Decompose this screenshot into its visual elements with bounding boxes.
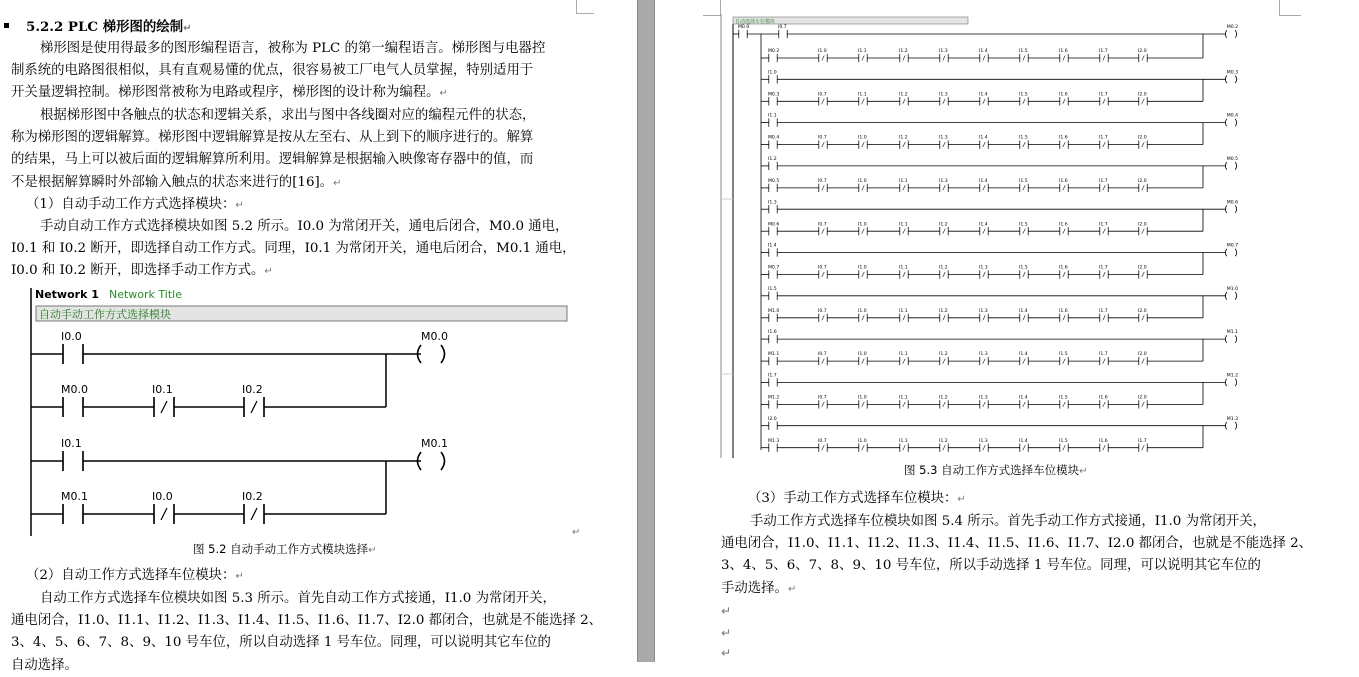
contact-label: I2.0 (1137, 352, 1147, 358)
contact-label: I1.7 (1098, 222, 1108, 228)
contact-label: I1.0 (817, 49, 827, 55)
coil-label: M1.0 (1226, 286, 1239, 292)
contact-label: I1.0 (857, 395, 867, 401)
contact-label: M0.1 (61, 490, 88, 503)
subheading-auto-manual: （1）自动手动工作方式选择模块：↵ (26, 197, 244, 212)
contact-label: I0.7 (777, 25, 787, 31)
contact-label: I0.7 (817, 308, 827, 314)
contact-label: I1.3 (938, 135, 948, 141)
contact-label: I1.1 (898, 179, 908, 185)
contact-label: M1.1 (767, 352, 780, 358)
contact-label: I1.0 (767, 70, 777, 76)
paragraph-auto-manual: 手动自动工作方式选择模块如图 5.2 所示。I0.0 为常闭开关，通电后闭合，M0.0 通电， I0.1 和 I0.2 断开，即选择自动工作方式。同理，I0.1 为常闭开关，通电后闭合，M0.1 通电， I0.0 和 I0.2 断开，即选择手动工作方式。↵ (11, 219, 576, 279)
coil-label: M0.3 (1226, 70, 1239, 76)
coil-label: M0.1 (421, 437, 448, 450)
contact-label: M1.0 (767, 308, 780, 314)
contact-label: I1.4 (1018, 308, 1028, 314)
coil-label: M1.3 (1226, 416, 1239, 422)
coil-label: M0.4 (1226, 113, 1239, 119)
ladder-rung (31, 461, 386, 524)
contact-label: M0.4 (767, 135, 780, 141)
contact-label: I0.2 (242, 383, 263, 396)
contact-label: I0.0 (61, 330, 82, 343)
contact-label: I1.3 (938, 179, 948, 185)
contact-label: I1.4 (767, 243, 777, 249)
coil-symbol (418, 345, 445, 363)
contact-label: I1.3 (767, 200, 777, 206)
coil-symbol (418, 452, 445, 470)
document-page-left: 5.2.2 PLC 梯形图的绘制↵ 梯形图是使用得最多的图形编程语言，被称为 PLC 的第一编程语言。梯形图与电器控 制系统的电路图很相似，具有直观易懂的优点，很容易被工厂电气人员掌握，特别适用于 开关量逻辑控制。梯形图常被称为电路或程序，梯形图的设计称为编程。↵ 根据梯形图中各触点的状态和逻辑关系，求出与图中各线圈对应的编程元件的状态， 称为梯形图的逻辑解算。梯形图中逻辑解算是按从左至右、从上到下的顺序进行的。解算 的结果，马上可以被后面的逻辑解算所利用。逻辑解算是根据输入映像寄存器中的值，而 不是根据解算瞬时外部输入触点的状态来进行的[16]。↵ （1）自动手动工作方式选择模块：↵ 手动自动工作方式选择模块如图 5.2 所示。I0.0 为常闭开关，通电后闭合，M0.0 通电， I0.1 和 I0.2 断开，即选择自动工作方式。同理，I0.1 为常闭开关，通电后闭合，M0.1 通电， I0.0 和 I0.2 断开，即选择手动工作方式。↵ Network 1 Network Title 自动手动工作方式选择模块 I0.0 M0.0 M0.0 I0.1 I0.2 I0.1 M0.1 M0.1 I0.0 I0.2 ↵ 图 5.2 自动手动工作方式模块选择↵ （2）自动工作方式选择车位模块：↵ 自动工作方式选择车位模块如图 5.3 所示。首先自动工作方式接通，I1.0 为常闭开关， 通电闭合，I1.0、I1.1、I1.2、I1.3、I1.4、I1.5、I1.6、I1.7、I2.0 都闭合，也就是不能选择 2、 3、4、5、6、7、8、9、10 号车位，所以自动选择 1 号车位。同理，可以说明其它车位的 自动选择。 (0, 0, 637, 662)
contact-label: I1.5 (1018, 265, 1028, 271)
page-corner-mark (1279, 0, 1301, 16)
contact-label: I1.1 (898, 352, 908, 358)
contact-label: I0.7 (817, 265, 827, 271)
contact-label: I1.1 (857, 92, 867, 98)
coil-symbol (1225, 162, 1236, 170)
contact-label: I1.7 (1098, 135, 1108, 141)
page-corner-mark (703, 0, 721, 16)
contact-label: I1.2 (767, 157, 777, 163)
contact-label: I1.2 (938, 308, 948, 314)
ladder-rung-group (761, 286, 1238, 322)
contact-label: M1.3 (767, 438, 780, 444)
contact-label: I1.4 (978, 222, 988, 228)
coil-label: M1.1 (1226, 330, 1239, 336)
contact-label: M1.2 (767, 395, 780, 401)
contact-label: M0.6 (767, 222, 780, 228)
contact-label: I1.1 (857, 49, 867, 55)
contact-label: I1.4 (1018, 352, 1028, 358)
contact-label: I2.0 (1137, 49, 1147, 55)
contact-label: I1.4 (978, 135, 988, 141)
contact-label: I1.5 (1058, 395, 1068, 401)
contact-label: I2.0 (1137, 222, 1147, 228)
coil-symbol (1225, 76, 1236, 84)
contact-label: I2.0 (1137, 179, 1147, 185)
coil-symbol (1225, 422, 1236, 430)
page-corner-mark (576, 0, 594, 14)
contact-label: I1.5 (1018, 135, 1028, 141)
section-heading: 5.2.2 PLC 梯形图的绘制↵ (26, 19, 192, 35)
contact-label: I1.5 (1018, 92, 1028, 98)
contact-label: I1.5 (1058, 352, 1068, 358)
subheading-manual-select: （3）手动工作方式选择车位模块：↵ (748, 491, 966, 506)
contact-label: M0.3 (767, 92, 780, 98)
contact-label: I0.1 (152, 383, 173, 396)
contact-label: M0.5 (767, 179, 780, 185)
heading-bullet (4, 23, 9, 28)
coil-symbol (1225, 119, 1236, 127)
contact-label: I2.0 (1137, 92, 1147, 98)
coil-label: M0.0 (421, 330, 448, 343)
contact-label: I1.1 (767, 113, 777, 119)
contact-label: I1.6 (1058, 135, 1068, 141)
contact-label: I1.7 (1098, 49, 1108, 55)
contact-label: I1.7 (1098, 265, 1108, 271)
coil-label: M0.2 (1226, 25, 1239, 31)
contact-label: I2.0 (1137, 265, 1147, 271)
contact-label: I2.0 (1137, 395, 1147, 401)
contact-label: I1.6 (1058, 92, 1068, 98)
contact-label: I0.7 (817, 222, 827, 228)
contact-label: I1.3 (938, 92, 948, 98)
coil-label: M0.7 (1226, 243, 1239, 249)
contact-label: I1.2 (938, 352, 948, 358)
contact-label: I0.7 (817, 395, 827, 401)
empty-paragraph-mark: ↵ (721, 626, 732, 640)
ladder-diagram-auto-select-slot (721, 14, 1251, 462)
ladder-rung-group (761, 156, 1238, 192)
contact-label: I1.4 (1018, 438, 1028, 444)
network-comment: 自动选择车位模块 (735, 19, 776, 25)
contact-label: M0.2 (767, 49, 780, 55)
contact-label: I2.0 (767, 416, 777, 422)
contact-label: I1.0 (857, 308, 867, 314)
contact-label: I2.0 (1137, 308, 1147, 314)
contact-label: I1.0 (857, 222, 867, 228)
contact-label: I1.3 (978, 265, 988, 271)
coil-symbol (1225, 30, 1236, 38)
contact-label: I1.6 (1058, 222, 1068, 228)
ladder-rung (31, 354, 386, 417)
network-title: Network Title (109, 288, 182, 301)
contact-label: I1.1 (898, 265, 908, 271)
subheading-auto-select: （2）自动工作方式选择车位模块：↵ (26, 568, 244, 583)
contact-label: M0.0 (61, 383, 88, 396)
contact-label: I1.2 (938, 395, 948, 401)
paragraph-auto-select: 自动工作方式选择车位模块如图 5.3 所示。首先自动工作方式接通，I1.0 为常闭开关， 通电闭合，I1.0、I1.1、I1.2、I1.3、I1.4、I1.5、I1.6、I1.7、I2.0 都闭合，也就是不能选择 2、 3、4、5、6、7、8、9、10 号车位，所以自动选择 1 号车位。同理，可以说明其它车位的 自动选择。 (11, 591, 603, 673)
ladder-rung-group (761, 34, 1203, 62)
contact-label: I1.6 (1058, 179, 1068, 185)
contact-label: I1.2 (938, 438, 948, 444)
ladder-diagram-auto-manual (11, 284, 586, 539)
contact-label: I1.0 (857, 135, 867, 141)
contact-label: I0.7 (817, 92, 827, 98)
contact-label: I1.1 (898, 222, 908, 228)
contact-label: I1.4 (978, 49, 988, 55)
coil-label: M1.2 (1226, 373, 1239, 379)
empty-paragraph-mark: ↵ (721, 604, 732, 618)
contact-label: I0.7 (817, 352, 827, 358)
page-gutter (637, 0, 655, 662)
contact-label: I1.5 (1018, 179, 1028, 185)
contact-label: I1.3 (978, 352, 988, 358)
contact-label: M0.7 (767, 265, 780, 271)
contact-label: M0.0 (737, 25, 750, 31)
ladder-rung-group (761, 373, 1238, 409)
contact-label: I1.7 (1098, 92, 1108, 98)
contact-label: I1.7 (1098, 352, 1108, 358)
ladder-rung-group (761, 113, 1238, 149)
contact-label: I1.3 (938, 49, 948, 55)
contact-label: I1.6 (1058, 265, 1068, 271)
ladder-rung-group (761, 329, 1238, 365)
contact-label: I0.1 (61, 437, 82, 450)
paragraph-logic-solve: 根据梯形图中各触点的状态和逻辑关系，求出与图中各线圈对应的编程元件的状态， 称为梯形图的逻辑解算。梯形图中逻辑解算是按从左至右、从上到下的顺序进行的。解算 的结果，马上可以被后面的逻辑解算所利用。逻辑解算是根据输入映像寄存器中的值，而 不是根据解算瞬时外部输入触点的状态来进行的[16]。↵ (11, 108, 536, 190)
contact-label: I1.1 (898, 308, 908, 314)
contact-label: I1.6 (1058, 49, 1068, 55)
ladder-rung-group (761, 243, 1238, 279)
coil-symbol (1225, 379, 1236, 387)
contact-label: I1.6 (1098, 395, 1108, 401)
contact-label: I2.0 (1137, 135, 1147, 141)
coil-label: M0.6 (1226, 200, 1239, 206)
contact-label: I1.3 (978, 395, 988, 401)
contact-label: I1.2 (898, 135, 908, 141)
contact-label: I1.0 (857, 179, 867, 185)
figure-caption-5-2: 图 5.2 自动手动工作方式模块选择↵ (193, 542, 377, 556)
empty-paragraph-mark: ↵ (721, 646, 732, 660)
paragraph-ladder-intro: 梯形图是使用得最多的图形编程语言，被称为 PLC 的第一编程语言。梯形图与电器控 制系统的电路图很相似，具有直观易懂的优点，很容易被工厂电气人员掌握，特别适用于 开关量逻辑控制。梯形图常被称为电路或程序，梯形图的设计称为编程。↵ (11, 41, 546, 101)
contact-label: I1.6 (767, 330, 777, 336)
contact-label: I1.5 (767, 286, 777, 292)
document-page-right (655, 0, 1359, 662)
contact-label: I0.7 (817, 135, 827, 141)
coil-symbol (1225, 335, 1236, 343)
ladder-rung-enable (733, 24, 1238, 450)
coil-symbol (1225, 249, 1236, 257)
contact-label: I1.5 (1018, 49, 1028, 55)
contact-label: I0.2 (242, 490, 263, 503)
contact-label: I1.2 (938, 265, 948, 271)
contact-label: I1.2 (938, 222, 948, 228)
contact-label: I0.7 (817, 179, 827, 185)
contact-label: I1.2 (898, 92, 908, 98)
contact-label: I1.1 (898, 395, 908, 401)
contact-label: I1.3 (978, 308, 988, 314)
ladder-rung-group (761, 416, 1238, 452)
ladder-rung-group (761, 199, 1238, 235)
contact-label: I1.7 (1098, 308, 1108, 314)
contact-label: I0.7 (817, 438, 827, 444)
contact-label: I1.0 (857, 438, 867, 444)
contact-label: I1.6 (1058, 308, 1068, 314)
contact-label: I1.6 (1098, 438, 1108, 444)
contact-label: I1.7 (1137, 438, 1147, 444)
figure-caption-5-3: 图 5.3 自动工作方式选择车位模块↵ (904, 463, 1088, 477)
contact-label: I1.4 (978, 92, 988, 98)
coil-label: M0.5 (1226, 157, 1239, 163)
contact-label: I1.3 (978, 438, 988, 444)
contact-label: I1.5 (1018, 222, 1028, 228)
paragraph-manual-select: 手动工作方式选择车位模块如图 5.4 所示。首先手动工作方式接通，I1.0 为常闭开关， 通电闭合，I1.0、I1.1、I1.2、I1.3、I1.4、I1.5、I1.6、I1.7、I2.0 都闭合，也就是不能选择 2、 3、4、5、6、7、8、9、10 号车位，所以手动选择 1 号车位。同理，可以说明其它车位的 手动选择。↵ (721, 514, 1313, 596)
contact-label: I1.4 (1018, 395, 1028, 401)
contact-label: I1.2 (898, 49, 908, 55)
network-comment: 自动手动工作方式选择模块 (39, 308, 171, 321)
contact-label: I1.0 (857, 265, 867, 271)
contact-label: I1.4 (978, 179, 988, 185)
coil-symbol (1225, 292, 1236, 300)
ladder-rung-group (761, 69, 1238, 105)
contact-label: I1.5 (1058, 438, 1068, 444)
contact-label: I1.1 (898, 438, 908, 444)
network-label: Network 1 (35, 288, 99, 301)
contact-label: I1.7 (1098, 179, 1108, 185)
coil-symbol (1225, 205, 1236, 213)
contact-label: I1.7 (767, 373, 777, 379)
contact-label: I1.0 (857, 352, 867, 358)
contact-label: I0.0 (152, 490, 173, 503)
